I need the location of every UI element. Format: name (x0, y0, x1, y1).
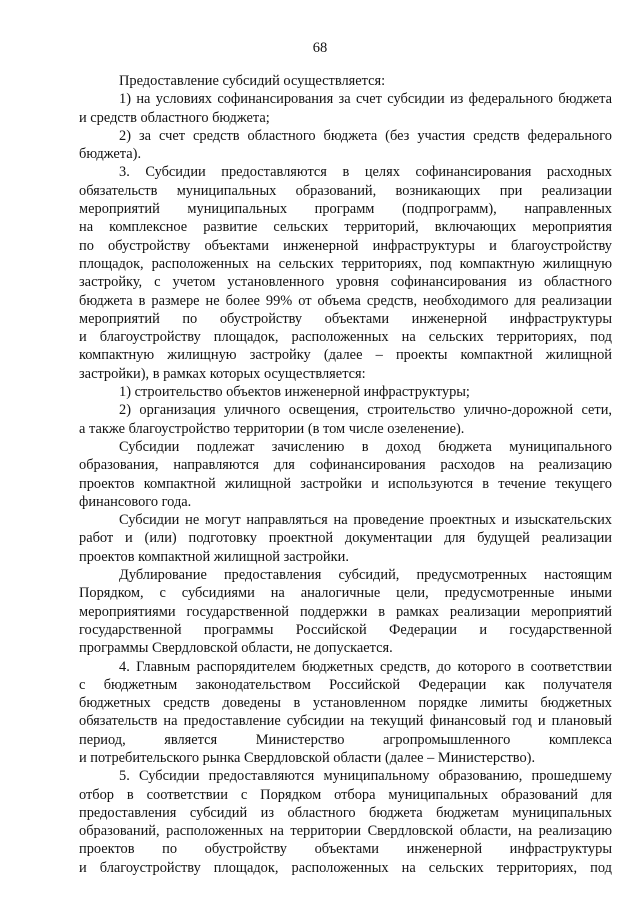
text-line: застройку, с учетом установленного уровня софинансирования из областного (79, 274, 612, 291)
text-line: и благоустройству площадок, расположенных на сельских территориях, под (79, 859, 612, 876)
document-body (79, 72, 612, 877)
text-line: бюджетных средств доведены в установленном порядке лимиты бюджетных (79, 695, 612, 712)
text-line: государственной программы Российской Федерации и государственной (79, 621, 612, 638)
text-line: застройки), в рамках которых осуществляется: (79, 365, 366, 382)
text-line: предоставления субсидий из областного бюджета бюджетам муниципальных (79, 804, 612, 821)
text-line: 2) организация уличного освещения, строительство улично-дорожной сети, (119, 402, 612, 419)
text-line: 1) строительство объектов инженерной инфраструктуры; (119, 384, 470, 401)
text-line: и потребительского рынка Свердловской области (далее – Министерство). (79, 749, 536, 766)
text-line: 2) за счет средств областного бюджета (без участия средств федерального (119, 127, 612, 144)
text-line: работ и (или) подготовку проектной документации для будущей реализации (79, 530, 612, 547)
text-line: проектов по обустройству объектами инженерной инфраструктуры (79, 841, 612, 858)
text-line: финансового года. (79, 493, 192, 510)
text-line: мероприятий по обустройству объектами инженерной инфраструктуры (79, 310, 612, 327)
text-line: бюджета). (79, 146, 142, 163)
text-line: Порядком, с субсидиями на аналогичные цели, предусмотренные иными (79, 585, 612, 602)
text-line: проектов компактной жилищной застройки. (79, 548, 349, 565)
text-line: площадок, расположенных на сельских территориях, под компактную жилищную (79, 255, 612, 272)
text-line: проектов компактной жилищной застройки и используются в течение текущего (79, 475, 612, 492)
paragraph (79, 72, 612, 90)
paragraph (79, 163, 612, 383)
text-line: образований, расположенных на территории Свердловской области, на реализацию (79, 823, 612, 840)
paragraph (79, 90, 612, 127)
text-line: мероприятиями государственной поддержки в рамках реализации мероприятий (79, 603, 612, 620)
text-line: компактную жилищную застройку (далее – проекты компактной жилищной (79, 347, 612, 364)
paragraph (79, 438, 612, 511)
text-line: по обустройству объектами инженерной инфраструктуры и благоустройству (79, 237, 612, 254)
paragraph (79, 658, 612, 768)
text-line: 4. Главным распорядителем бюджетных средств, до которого в соответствии (119, 658, 612, 675)
paragraph (79, 566, 612, 657)
paragraph (79, 127, 612, 164)
text-line: на комплексное развитие сельских территорий, включающих мероприятия (79, 219, 612, 236)
paragraph (79, 767, 612, 877)
text-line: Субсидии подлежат зачислению в доход бюджета муниципального (119, 438, 612, 455)
text-line: 5. Субсидии предоставляются муниципальному образованию, прошедшему (119, 768, 612, 785)
text-line: обязательств муниципальных образований, возникающих при реализации (79, 182, 612, 199)
text-line: 1) на условиях софинансирования за счет субсидии из федерального бюджета (119, 91, 612, 108)
paragraph (79, 383, 612, 401)
text-line: отбор в соответствии с Порядком отбора муниципальных образований для (79, 786, 612, 803)
text-line: Дублирование предоставления субсидий, предусмотренных настоящим (119, 567, 612, 584)
paragraph (79, 401, 612, 438)
text-line: а также благоустройство территории (в том числе озеленение). (79, 420, 465, 437)
text-line: и средств областного бюджета; (79, 109, 270, 126)
text-line: 3. Субсидии предоставляются в целях софинансирования расходных (119, 164, 612, 181)
text-line: обязательств на предоставление субсидии на текущий финансовый год и плановый (79, 713, 612, 730)
text-line: образования, направляются для софинансирования расходов на реализацию (79, 457, 612, 474)
paragraph (79, 511, 612, 566)
text-line: мероприятий муниципальных программ (подпрограмм), направленных (79, 201, 612, 218)
text-line: программы Свердловской области, не допускается. (79, 640, 393, 657)
text-line: Предоставление субсидий осуществляется: (119, 73, 386, 89)
text-line: и благоустройству площадок, расположенных на сельских территориях, под (79, 329, 612, 346)
text-line: бюджета в размере не более 99% от объема средств, необходимого для реализации (79, 292, 612, 309)
page-number: 68 (312, 40, 328, 56)
text-line: Субсидии не могут направляться на проведение проектных и изыскательских (119, 512, 612, 529)
text-line: период, является Министерство агропромышленного комплекса (79, 731, 612, 748)
text-line: с бюджетным законодательством Российской Федерации как получателя (79, 676, 612, 693)
